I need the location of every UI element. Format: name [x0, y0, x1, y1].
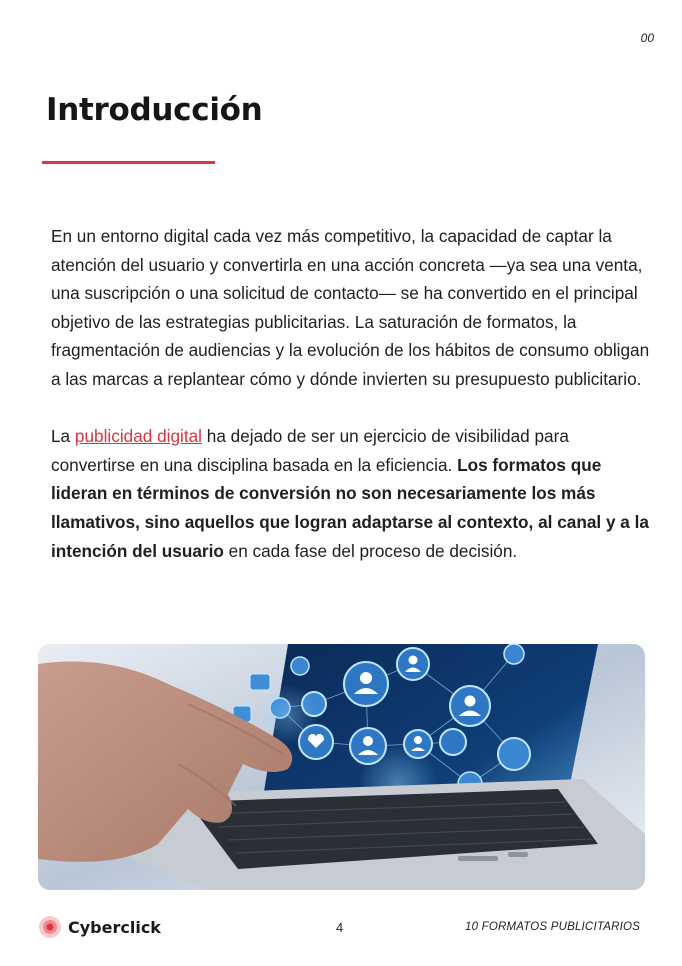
document-label: 10 FORMATOS PUBLICITARIOS: [465, 921, 640, 933]
brand-name: Cyberclick: [68, 918, 161, 937]
paragraph-2-tail: en cada fase del proceso de decisión.: [223, 540, 518, 561]
paragraph-2-lead: La: [51, 426, 75, 447]
intro-paragraph-2: [51, 422, 651, 565]
paragraph-2-middle: ha dejado de ser un ejercicio de visibilidad para convertirse en una disciplina basada en la eficiencia.: [51, 426, 569, 475]
publicidad-digital-link[interactable]: publicidad digital: [74, 426, 202, 447]
intro-paragraph-1: En un entorno digital cada vez más competitivo, la capacidad de captar la atención del usuario y convertirla en una acción concreta —ya sea una venta, una suscripción o una solicitud de contacto— se ha convertido en el principal objetivo de las estrategias publicitarias. La saturación de formatos, la fragmentación de audiencias y la evolución de los hábitos de consumo obligan a las marcas a replantear cómo y dónde invierten su presupuesto publicitario.: [51, 226, 650, 389]
title-underline: [42, 161, 215, 164]
intro-body: [51, 222, 651, 594]
cyberclick-logo-icon: [38, 915, 62, 939]
page-title: Introducción: [46, 92, 263, 128]
page-code: 00: [640, 31, 654, 45]
hero-image: [38, 644, 645, 890]
footer-page-number: 4: [336, 920, 344, 935]
paragraph-2-emphasis: Los formatos que lideran en términos de conversión no son necesariamente los más llamativos, sino aquellos que logran adaptarse al contexto, al canal y a la intención del usuario: [51, 454, 649, 561]
